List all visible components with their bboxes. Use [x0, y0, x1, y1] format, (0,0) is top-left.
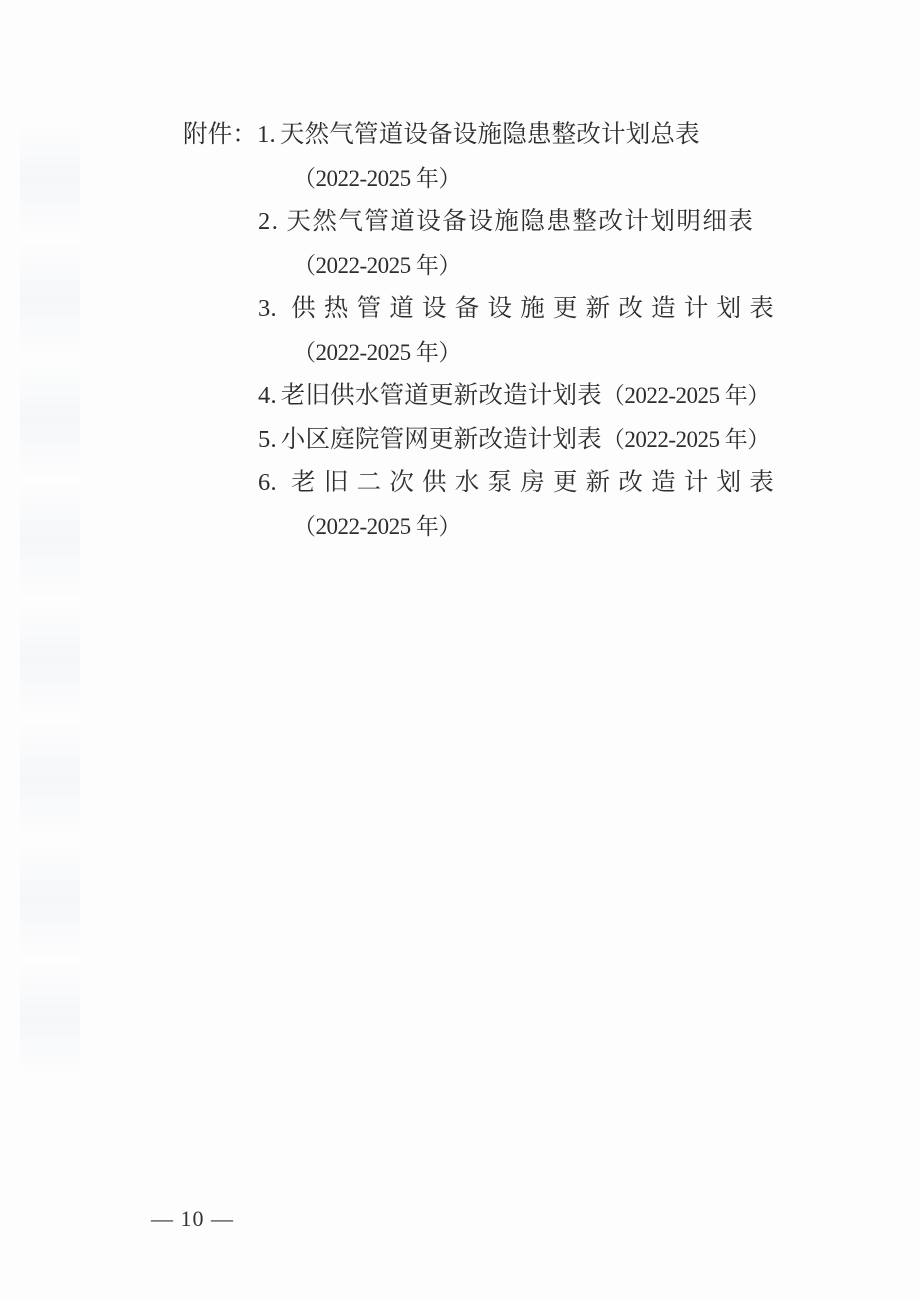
item-5-title: 小区庭院管网更新改造计划表 [280, 426, 602, 453]
item-2-number: 2. [258, 208, 280, 235]
item-3-number: 3. [258, 295, 277, 322]
attachment-item-3-year-line [293, 336, 461, 370]
attachment-label: 附件： [183, 121, 258, 148]
item-6-year: （2022-2025 年） [293, 514, 461, 539]
item-4-number: 4. [258, 382, 277, 409]
attachment-item-2-year-line [293, 249, 461, 283]
page-number: — 10 — [151, 1206, 234, 1231]
attachment-item-3-line [258, 292, 774, 326]
item-3-title: 供热管道设备设施更新改造计划表 [291, 295, 775, 322]
item-3-year: （2022-2025 年） [293, 340, 461, 365]
item-1-title: 天然气管道设备设施隐患整改计划总表 [279, 121, 700, 148]
item-6-title: 老旧二次供水泵房更新改造计划表 [291, 469, 775, 496]
attachment-item-6-year-line [293, 510, 461, 544]
attachment-item-1-line [183, 118, 700, 152]
item-2-title: 天然气管道设备设施隐患整改计划明细表 [286, 208, 755, 235]
item-5-number: 5. [258, 426, 277, 453]
item-2-year: （2022-2025 年） [293, 253, 461, 278]
item-4-year: （2022-2025 年） [601, 383, 770, 408]
item-4-title: 老旧供水管道更新改造计划表 [280, 382, 602, 409]
scan-noise-artifact [20, 120, 80, 1070]
item-6-number: 6. [258, 469, 277, 496]
attachment-item-4-line [258, 379, 770, 413]
item-1-year: （2022-2025 年） [293, 166, 461, 191]
attachment-item-6-line [258, 466, 774, 500]
item-1-number: 1. [257, 121, 276, 148]
attachment-item-5-line [258, 423, 770, 457]
attachment-item-1-year-line [293, 162, 461, 196]
attachment-item-2-line [258, 205, 754, 239]
item-5-year: （2022-2025 年） [601, 427, 770, 452]
